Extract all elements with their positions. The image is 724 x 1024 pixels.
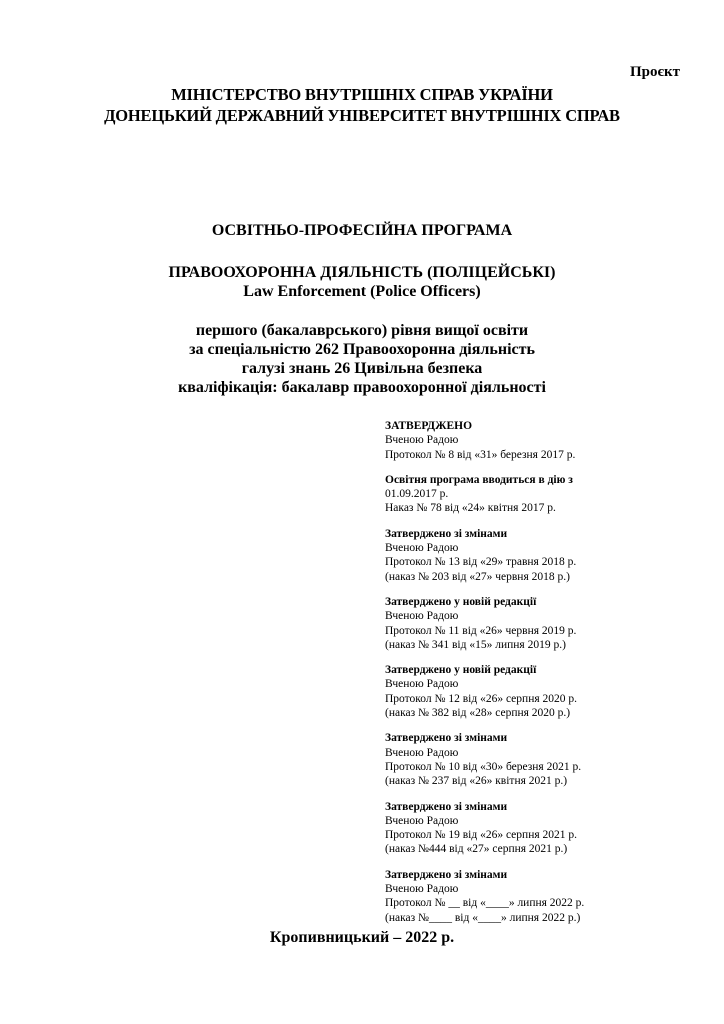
qualification: кваліфікація: бакалавр правоохоронної діяльності (178, 379, 546, 396)
approval-title: Затверджено зі змінами (385, 800, 508, 813)
university-name: ДОНЕЦЬКИЙ ДЕРЖАВНИЙ УНІВЕРСИТЕТ ВНУТРІШНІХ СПРАВ (104, 106, 620, 125)
approval-title: Затверджено у новій редакції (385, 664, 537, 677)
approval-line: Вченою Радою (385, 746, 459, 759)
approval-block (385, 731, 685, 788)
approval-title: Освітня програма вводиться в дію з (385, 473, 573, 486)
approval-line: Наказ № 78 від «24» квітня 2017 р. (385, 502, 556, 515)
approval-title: Затверджено зі змінами (385, 732, 508, 745)
program-name-english: Law Enforcement (Police Officers) (243, 283, 481, 300)
specialty: за спеціальністю 262 Правоохоронна діяльність (189, 341, 535, 358)
approval-line: Вченою Радою (385, 814, 459, 827)
approval-line: (наказ № 203 від «27» червня 2018 р.) (385, 570, 570, 583)
approval-line: Протокол № 8 від «31» березня 2017 р. (385, 448, 576, 461)
program-type-title: ОСВІТНЬО-ПРОФЕСІЙНА ПРОГРАМА (211, 222, 513, 239)
institution-header (0, 84, 724, 126)
approval-line: (наказ №____ від «____» липня 2022 р.) (385, 911, 581, 924)
approval-line: Протокол № 11 від «26» червня 2019 р. (385, 624, 577, 637)
approval-line: Протокол № 13 від «29» травня 2018 р. (385, 556, 577, 569)
approval-block (385, 473, 685, 516)
approval-title: Затверджено у новій редакції (385, 595, 537, 608)
program-name-ukrainian: ПРАВООХОРОННА ДІЯЛЬНІСТЬ (ПОЛІЦЕЙСЬКІ) (168, 264, 556, 281)
approval-block (385, 663, 685, 720)
program-details (0, 321, 724, 397)
city-year-footer: Кропивницький – 2022 р. (269, 929, 455, 946)
approval-line: (наказ № 237 від «26» квітня 2021 р.) (385, 775, 568, 788)
approval-line: (наказ № 382 від «28» серпня 2020 р.) (385, 707, 571, 720)
ministry-name: МІНІСТЕРСТВО ВНУТРІШНІХ СПРАВ УКРАЇНИ (171, 85, 553, 104)
approval-line: Протокол № __ від «____» липня 2022 р. (385, 897, 585, 910)
program-name (0, 263, 724, 301)
approval-block (385, 800, 685, 857)
approval-line: Вченою Радою (385, 542, 459, 555)
approval-line: 01.09.2017 р. (385, 488, 449, 501)
education-level: першого (бакалаврського) рівня вищої освіти (195, 322, 529, 339)
approval-line: Протокол № 19 від «26» серпня 2021 р. (385, 829, 578, 842)
approval-list (385, 419, 685, 936)
approval-block (385, 595, 685, 652)
approval-line: Протокол № 12 від «26» серпня 2020 р. (385, 692, 578, 705)
approval-block (385, 527, 685, 584)
approval-line: (наказ №444 від «27» серпня 2021 р.) (385, 843, 568, 856)
approval-line: Вченою Радою (385, 434, 459, 447)
approval-line: Вченою Радою (385, 610, 459, 623)
draft-label: Проєкт (629, 64, 680, 80)
approval-line: (наказ № 341 від «15» липня 2019 р.) (385, 638, 566, 651)
approval-line: Вченою Радою (385, 883, 459, 896)
approval-title: Затверджено зі змінами (385, 868, 508, 881)
field-of-knowledge: галузі знань 26 Цивільна безпека (241, 360, 483, 377)
approval-block (385, 868, 685, 925)
approval-title: Затверджено зі змінами (385, 527, 508, 540)
approval-line: Протокол № 10 від «30» березня 2021 р. (385, 760, 582, 773)
approval-line: Вченою Радою (385, 678, 459, 691)
approval-block (385, 419, 685, 462)
approval-title: ЗАТВЕРДЖЕНО (385, 420, 473, 432)
